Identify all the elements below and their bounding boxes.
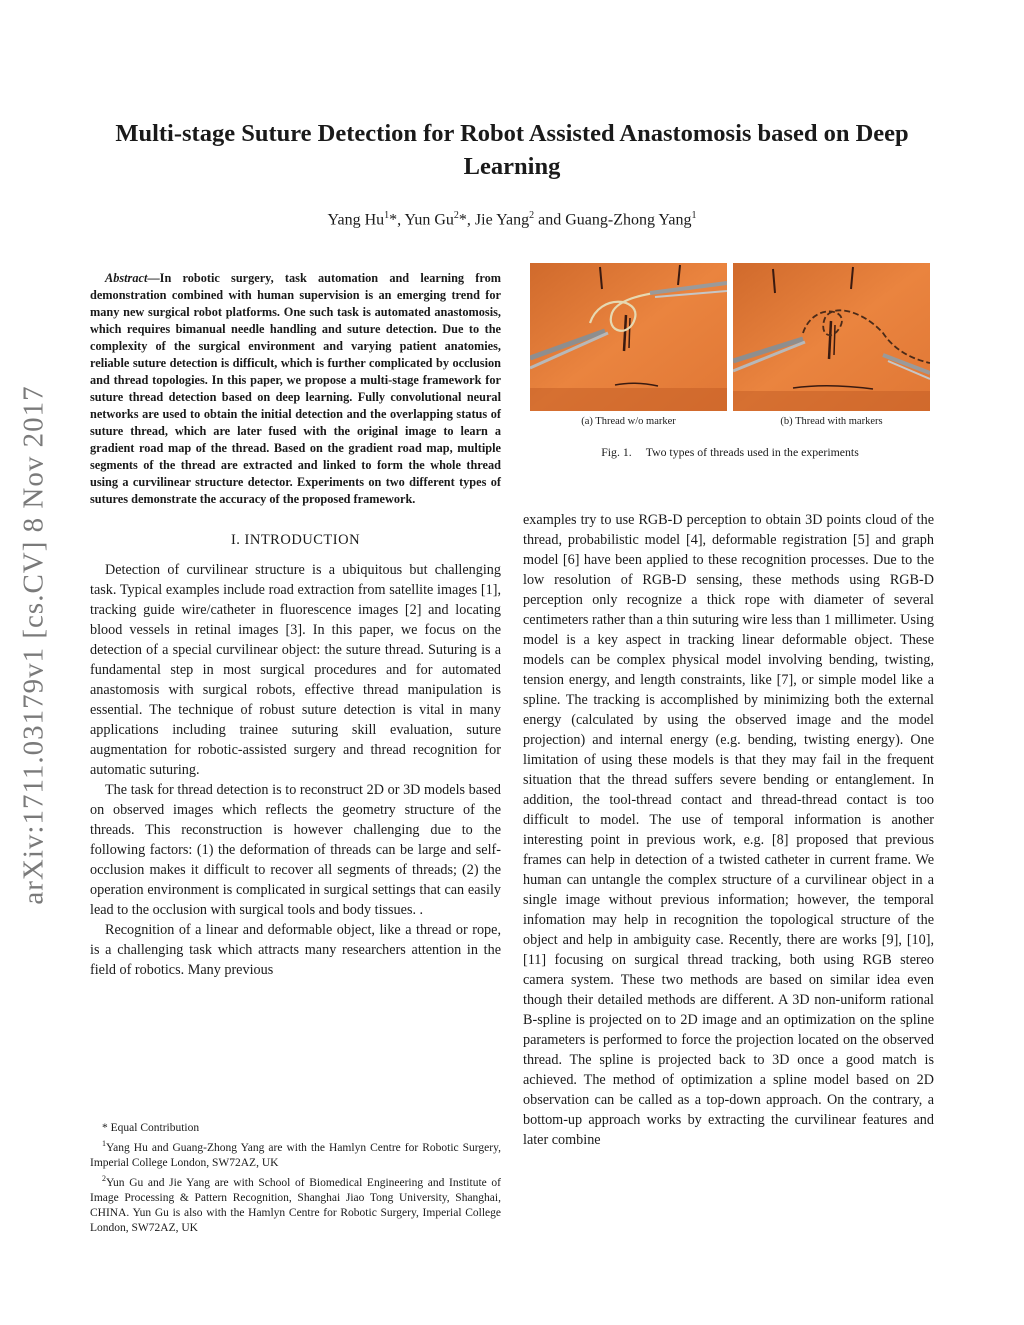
author-4: Guang-Zhong Yang [565, 211, 692, 229]
author-list [80, 210, 944, 229]
footnote-1-text: Yang Hu and Guang-Zhong Yang are with the Hamlyn Centre for Robotic Surgery, Imperial College London, SW72AZ, UK [90, 1141, 501, 1169]
footnote-1-mark: 1 [102, 1139, 106, 1148]
abstract-dash: — [147, 271, 160, 285]
figure-1-caption-text: Two types of threads used in the experiments [645, 445, 859, 459]
author-1-mark: *, [389, 211, 402, 229]
intro-paragraph-3: Recognition of a linear and deformable object, like a thread or rope, is a challenging task which attracts many researchers attention in the field of robotics. Many previous [90, 922, 501, 978]
intro-paragraph-1: Detection of curvilinear structure is a ubiquitous but challenging task. Typical examples include road extraction from satellite images [1], tracking guide wire/catheter in fluorescence images [2] and locating blood vessels in retinal images [3]. In this paper, we focus on the detection of a special curvilinear object: the suture thread. Suturing is a fundamental step in most surgical procedures and for automated anastomosis with surgical robots, effective thread manipulation is essential. The technique of robust suture detection is vital in many applications including trainee suturing skill evaluation, suture augmentation for robotic-assisted surgery and thread recognition for automatic suturing. [90, 562, 501, 778]
intro-paragraph-2: The task for thread detection is to reconstruct 2D or 3D models based on observed images which reflects the geometry structure of the threads. This reconstruction is however challenging due to the following factors: (1) the deformation of threads can be large and self-occlusion makes it difficult to recover all segments of threads; (2) the operation environment is complicated in surgical settings that can easily lead to the occlusion with surgical tools and body tissues. . [90, 782, 501, 918]
right-column [523, 510, 934, 1150]
figure-1-subcaptions [530, 416, 930, 427]
arxiv-stamp-text: arXiv:1711.03179v1 [cs.CV] 8 Nov 2017 [17, 385, 50, 905]
figure-1-label: Fig. 1. [601, 445, 632, 459]
subcaption-b: (b) Thread with markers [780, 416, 883, 427]
right-column-paragraph: examples try to use RGB-D perception to obtain 3D points cloud of the thread, probabilistic model [4], deformable registration [5] and graph model [6] have been applied to these recognition processes. Due to the low resolution of RGB-D sensing, these methods using RGB-D perception only recognize a thick rope with diameter of several centimeters rather than a thin suturing wire less than 1 millimeter. Using model is a key aspect in tracking linear deformable object. These models can be complex physical model involving bending, twisting, tension energy, and length constraints, like [7], or simple model like a spline. The tracking is accomplished by minimizing both the external energy (calculated by using the observed image and the model projection) and internal energy (e.g. bending, twisting energy). One limitation of using these models is that they may fail in the frequent situation that the thread suffers severe bending or entanglement. In addition, the tool-thread contact and thread-thread contact is too difficult to model. The use of temporal information is another interesting point in previous work, e.g. [8] proposed that previous frames can help in detection of a twisted catheter in current frame. We human can untangle the complex structure of a curvilinear object in a single image without previous information; however, the temporal infomation may help in recognition the topological structure of the object and help in ambiguity case. Recently, there are works [9], [10], [11] focusing on surgical thread tracking, both using RGB stereo camera system. These two methods are based on similar idea even though their detailed methods are different. A 3D non-uniform rational B-spline is projected on to 2D image and an optimization on the spline parameters is performed to force the projection located on the observed thread. The spline is projected back to 3D once a good match is achieved. The method of optimization a spline model based on 2D observation can be called as a top-down approach. On the contrary, a bottom-up approach works by extracting the curvilinear features and later combine [523, 512, 934, 1148]
subcaption-a: (a) Thread w/o marker [581, 416, 676, 427]
section-heading-introduction: I. INTRODUCTION [230, 532, 361, 548]
figure-1b-image [733, 263, 930, 411]
author-1-affiliation: 1 [384, 210, 390, 221]
figure-1-caption [530, 445, 930, 460]
abstract [90, 270, 501, 508]
author-conjunction: and [538, 211, 562, 229]
footnote-2 [90, 1171, 501, 1236]
abstract-label: Abstract [105, 271, 148, 285]
left-column [90, 270, 501, 980]
author-1: Yang Hu [327, 211, 385, 229]
abstract-text: In robotic surgery, task automation and learning from demonstration combined with human supervision is an emerging trend for many new surgical robot platforms. One such task is automated anastomosis, which requires bimanual needle handling and suture detection. Due to the complexity of the surgical environment and varying patient anatomies, reliable suture detection is difficult, which is further complicated by occlusion and thread topologies. In this paper, we propose a multi-stage framework for suture thread detection based on deep learning. Fully convolutional neural networks are used to obtain the initial detection and the overlapping status of suture thread, which are later fused with the original image to learn a gradient road map of the thread. Based on the gradient road map, multiple segments of the thread are extracted and linked to form the whole thread using a curvilinear structure detector. Experiments on two different types of sutures demonstrate the accuracy of the proposed framework. [90, 271, 501, 506]
author-2-mark: *, [458, 211, 471, 229]
paper-title: Multi-stage Suture Detection for Robot Assisted Anastomosis based on Deep Learning [115, 120, 909, 180]
arxiv-stamp [4, 355, 64, 935]
footnotes [90, 1121, 501, 1236]
author-2-affiliation: 2 [453, 210, 459, 221]
footnote-1 [90, 1136, 501, 1171]
figure-1a-image [530, 263, 727, 411]
figure-1 [530, 263, 930, 460]
author-3-affiliation: 2 [529, 210, 535, 221]
author-3: Jie Yang [474, 211, 530, 229]
footnote-2-mark: 2 [102, 1173, 106, 1183]
author-4-affiliation: 1 [691, 210, 697, 221]
footnote-2-text: Yun Gu and Jie Yang are with School of Biomedical Engineering and Institute of Image Processing & Pattern Recognition, Shanghai Jiao Tong University, Shanghai, CHINA. Yun Gu is also with the Hamlyn Centre for Robotic Surgery, Imperial College London, SW72AZ, UK [90, 1176, 501, 1234]
author-2: Yun Gu [404, 211, 454, 229]
footnote-equal-contribution: * Equal Contribution [102, 1122, 200, 1134]
figure-1-images [530, 263, 930, 411]
